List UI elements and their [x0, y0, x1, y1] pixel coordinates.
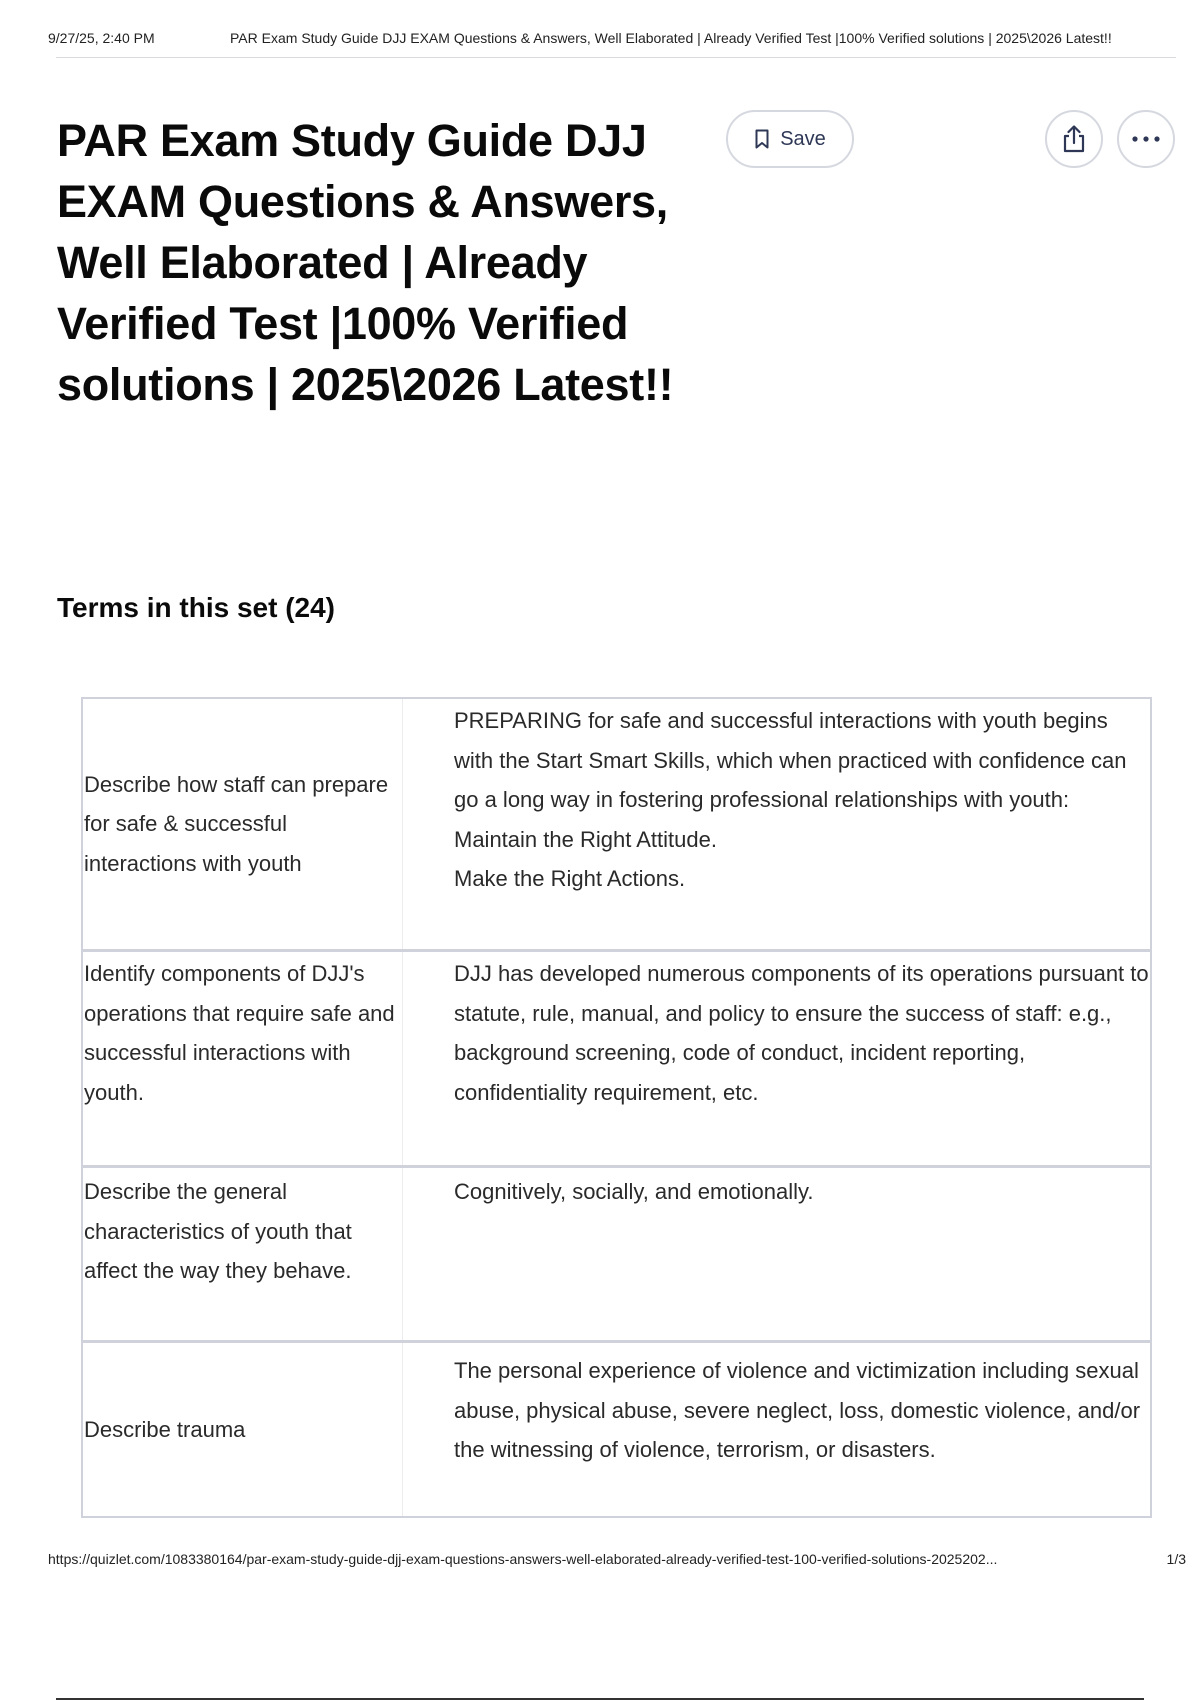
terms-heading: Terms in this set (24) [57, 592, 336, 623]
terms-table [81, 697, 1152, 1518]
term-row [83, 699, 1150, 952]
term-row [83, 1168, 1150, 1343]
save-button[interactable] [726, 110, 854, 168]
term-row [83, 952, 1150, 1168]
share-icon [1061, 124, 1087, 154]
share-button[interactable] [1045, 110, 1103, 168]
more-button[interactable] [1117, 110, 1175, 168]
definition-text: DJJ has developed numerous components of its operations pursuant to statute, rule, manual, and policy to ensure the success of staff: e.g., background screening, code of conduct, incident reporting, confidentiality requirement, etc. [454, 961, 1149, 1105]
definition-text: PREPARING for safe and successful interactions with youth begins with the Start Smart Skills, which when practiced with confidence can go a long way in fostering professional relationships with youth: Maintain the Right Attitude. Make the Right Actions. [454, 708, 1127, 891]
term-text: Identify components of DJJ's operations that require safe and successful interactions with youth. [83, 952, 403, 1165]
term-text: Describe how staff can prepare for safe & successful interactions with youth [83, 699, 403, 949]
header-divider [56, 57, 1176, 58]
definition-text: The personal experience of violence and victimization including sexual abuse, physical abuse, severe neglect, loss, domestic violence, and/or the witnessing of violence, terrorism, or disasters. [454, 1358, 1141, 1462]
page-title: PAR Exam Study Guide DJJ EXAM Questions & Answers, Well Elaborated | Already Verified Test |100% Verified solutions | 2025\2026 Latest!! [57, 115, 674, 410]
term-row [83, 1343, 1150, 1516]
print-doc-title: PAR Exam Study Guide DJJ EXAM Questions & Answers, Well Elaborated | Already Verified Test |100% Verified solutions | 2025\2026 Latest!! [230, 30, 1112, 46]
more-horizontal-icon [1131, 135, 1161, 143]
bookmark-icon [754, 129, 770, 149]
page-number: 1/3 [1166, 1551, 1186, 1567]
save-button-label: Save [780, 127, 826, 150]
term-text: Describe the general characteristics of youth that affect the way they behave. [83, 1168, 403, 1340]
definition-text: Cognitively, socially, and emotionally. [454, 1179, 814, 1204]
term-text: Describe trauma [83, 1343, 403, 1516]
print-url: https://quizlet.com/1083380164/par-exam-study-guide-djj-exam-questions-answers-well-elaborated-already-verified-test-100-verified-solutions-2025202... [48, 1551, 998, 1567]
print-date: 9/27/25, 2:40 PM [48, 30, 155, 46]
